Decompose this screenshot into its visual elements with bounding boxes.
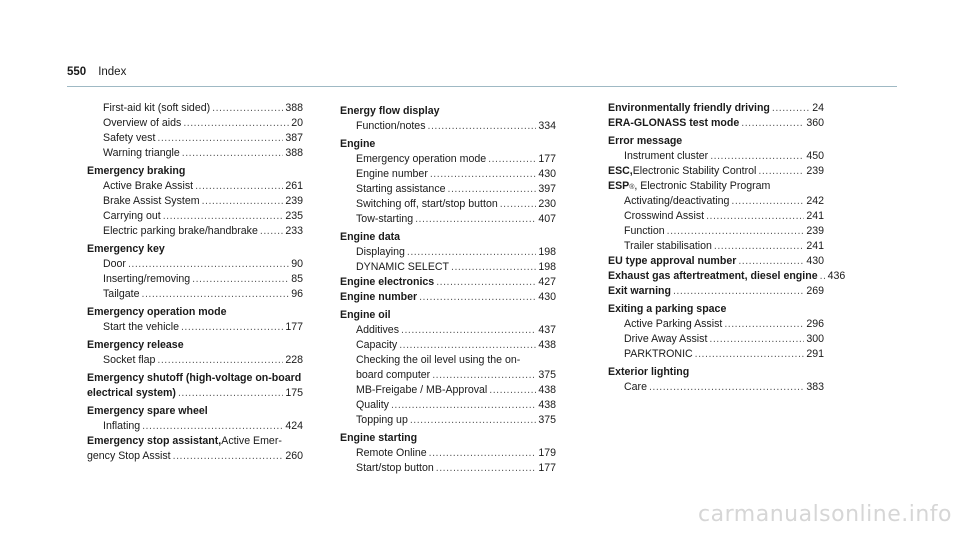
- entry-term: Exhaust gas aftertreatment, diesel engine: [608, 270, 818, 282]
- page-ref: 179: [538, 447, 556, 459]
- entry-term: Engine number: [340, 291, 418, 303]
- page-ref: 20: [291, 117, 303, 129]
- page-ref: 175: [285, 387, 303, 399]
- dot-leader: [706, 209, 804, 224]
- page-ref: 424: [285, 420, 303, 432]
- index-entry: [87, 209, 303, 224]
- index-entry: [87, 116, 303, 131]
- index-entry: ESP ® , Electronic Stability Program: [608, 180, 771, 192]
- dot-leader: [820, 269, 826, 284]
- index-column-3: [608, 101, 846, 395]
- index-entry: [87, 419, 303, 434]
- dot-leader: [178, 386, 283, 401]
- page-ref: 85: [291, 273, 303, 285]
- dot-leader: [202, 194, 284, 209]
- page-ref: 235: [285, 210, 303, 222]
- page-ref: 437: [538, 324, 556, 336]
- entry-label: Checking the oil level using the on-: [356, 354, 521, 366]
- index-entry: [608, 116, 824, 131]
- dot-leader: [415, 212, 536, 227]
- index-heading: Emergency operation mode: [87, 306, 227, 318]
- page-ref: 177: [285, 321, 303, 333]
- dot-leader: [407, 245, 536, 260]
- index-heading: Exiting a parking space: [608, 303, 727, 315]
- dot-leader: [451, 260, 536, 275]
- page-ref: 383: [806, 381, 824, 393]
- index-entry: [608, 332, 824, 347]
- index-entry: [340, 290, 556, 305]
- entry-label: Inserting/removing: [103, 273, 191, 285]
- page-ref: 438: [538, 384, 556, 396]
- page-ref: 334: [538, 120, 556, 132]
- index-entry: [87, 257, 303, 272]
- index-entry: [608, 284, 824, 299]
- entry-label: Function: [624, 225, 665, 237]
- index-entry: [608, 347, 824, 362]
- index-heading: Emergency spare wheel: [87, 405, 208, 417]
- index-entry: [608, 317, 824, 332]
- entry-label: board computer: [356, 369, 431, 381]
- page-ref: 24: [812, 102, 824, 114]
- entry-label: Emergency operation mode: [356, 153, 487, 165]
- index-entry: [87, 353, 303, 368]
- dot-leader: [410, 413, 536, 428]
- page-ref: 387: [285, 132, 303, 144]
- entry-label: Tow-starting: [356, 213, 414, 225]
- entry-label: Active Parking Assist: [624, 318, 723, 330]
- dot-leader: [489, 383, 536, 398]
- page-ref: 90: [291, 258, 303, 270]
- index-heading: Emergency key: [87, 243, 165, 255]
- dot-leader: [181, 320, 283, 335]
- entry-subterm: Electronic Stability Control: [632, 165, 757, 177]
- entry-label: Warning triangle: [103, 147, 180, 159]
- page-ref: 177: [538, 462, 556, 474]
- index-entry: [340, 197, 556, 212]
- index-heading: Emergency braking: [87, 165, 186, 177]
- dot-leader: [157, 131, 283, 146]
- entry-term: Emergency stop assistant,: [87, 435, 222, 447]
- index-entry: [87, 272, 303, 287]
- dot-leader: [192, 272, 289, 287]
- dot-leader: [500, 197, 537, 212]
- index-entry: [87, 449, 303, 464]
- entry-term: ERA-GLONASS test mode: [608, 117, 740, 129]
- page-header: [67, 66, 126, 84]
- index-entry: [608, 224, 824, 239]
- dot-leader: [758, 164, 804, 179]
- page-ref: 430: [538, 168, 556, 180]
- entry-term: EU type approval number: [608, 255, 737, 267]
- entry-label: Starting assistance: [356, 183, 446, 195]
- page-ref: 228: [285, 354, 303, 366]
- dot-leader: [714, 239, 804, 254]
- entry-label: PARKTRONIC: [624, 348, 693, 360]
- dot-leader: [142, 287, 290, 302]
- entry-label: Drive Away Assist: [624, 333, 708, 345]
- header-rule: [67, 86, 897, 87]
- entry-term: ESP: [608, 180, 630, 192]
- dot-leader: [401, 323, 536, 338]
- page-ref: 296: [806, 318, 824, 330]
- entry-label: Socket flap: [103, 354, 156, 366]
- page-ref: 436: [827, 270, 846, 282]
- entry-label: Safety vest: [103, 132, 156, 144]
- index-entry: [340, 260, 556, 275]
- entry-subterm: , Electronic Stability Program: [634, 180, 771, 192]
- index-entry: [87, 434, 303, 449]
- index-heading: Emergency shutoff (high-voltage on-board: [87, 372, 302, 384]
- dot-leader: [212, 101, 283, 116]
- page-ref: 177: [538, 153, 556, 165]
- entry-label: Carrying out: [103, 210, 161, 222]
- entry-term: electrical system): [87, 387, 176, 399]
- index-entry: [87, 386, 303, 401]
- index-heading: Engine: [340, 138, 376, 150]
- index-entry: [340, 212, 556, 227]
- dot-leader: [391, 398, 536, 413]
- index-entry: [608, 209, 824, 224]
- page-ref: 375: [538, 414, 556, 426]
- entry-label: Quality: [356, 399, 389, 411]
- index-entry: [87, 131, 303, 146]
- index-entry: [340, 413, 556, 428]
- index-entry: [87, 320, 303, 335]
- index-entry: [87, 224, 303, 239]
- dot-leader: [741, 116, 804, 131]
- entry-term: Exit warning: [608, 285, 671, 297]
- index-entry: [340, 446, 556, 461]
- page-ref: 230: [538, 198, 556, 210]
- entry-subterm: Active Emer-: [221, 435, 282, 447]
- index-entry: [340, 167, 556, 182]
- entry-label: Function/notes: [356, 120, 426, 132]
- dot-leader: [432, 368, 536, 383]
- index-entry: [340, 398, 556, 413]
- dot-leader: [157, 353, 283, 368]
- page-ref: 241: [806, 210, 824, 222]
- section-title: Index: [98, 66, 127, 78]
- page-ref: 300: [806, 333, 824, 345]
- dot-leader: [429, 446, 537, 461]
- index-entry: [340, 368, 556, 383]
- page-ref: 239: [806, 165, 824, 177]
- page-ref: 438: [538, 399, 556, 411]
- index-entry: [340, 338, 556, 353]
- entry-label: Trailer stabilisation: [624, 240, 712, 252]
- dot-leader: [448, 182, 537, 197]
- dot-leader: [428, 119, 537, 134]
- page-ref: 242: [806, 195, 824, 207]
- page-ref: 388: [285, 102, 303, 114]
- dot-leader: [695, 347, 805, 362]
- page-ref: 198: [538, 246, 556, 258]
- page-ref: 397: [538, 183, 556, 195]
- dot-leader: [738, 254, 804, 269]
- entry-label: Crosswind Assist: [624, 210, 705, 222]
- entry-label: Engine number: [356, 168, 428, 180]
- page-ref: 239: [806, 225, 824, 237]
- page-ref: 360: [806, 117, 824, 129]
- entry-label: Instrument cluster: [624, 150, 709, 162]
- page-ref: 260: [285, 450, 303, 462]
- index-heading: Engine starting: [340, 432, 418, 444]
- index-entry: [340, 245, 556, 260]
- entry-label: Tailgate: [103, 288, 140, 300]
- dot-leader: [667, 224, 805, 239]
- entry-term: ESC,: [608, 165, 633, 177]
- page-ref: 407: [538, 213, 556, 225]
- page-ref: 430: [806, 255, 824, 267]
- index-entry: [608, 254, 824, 269]
- dot-leader: [772, 101, 810, 116]
- entry-label: Brake Assist System: [103, 195, 200, 207]
- dot-leader: [488, 152, 536, 167]
- dot-leader: [419, 290, 536, 305]
- index-heading: Exterior lighting: [608, 366, 690, 378]
- entry-label: gency Stop Assist: [87, 450, 171, 462]
- dot-leader: [710, 149, 804, 164]
- page-ref: 388: [285, 147, 303, 159]
- dot-leader: [436, 461, 537, 476]
- page-number: 550: [67, 66, 87, 78]
- index-heading: Energy flow display: [340, 105, 440, 117]
- dot-leader: [142, 419, 283, 434]
- dot-leader: [673, 284, 804, 299]
- entry-label: Care: [624, 381, 647, 393]
- entry-label: Additives: [356, 324, 399, 336]
- entry-term: Environmentally friendly driving: [608, 102, 770, 114]
- page-ref: 241: [806, 240, 824, 252]
- page-ref: 450: [806, 150, 824, 162]
- index-heading: Error message: [608, 135, 683, 147]
- entry-label: Capacity: [356, 339, 398, 351]
- watermark: carmanualsonline.info: [698, 502, 952, 527]
- dot-leader: [173, 449, 284, 464]
- page-ref: 375: [538, 369, 556, 381]
- index-entry: [340, 182, 556, 197]
- entry-label: Remote Online: [356, 447, 427, 459]
- entry-label: Activating/deactivating: [624, 195, 730, 207]
- index-entry: [340, 323, 556, 338]
- dot-leader: [260, 224, 283, 239]
- page-ref: 291: [806, 348, 824, 360]
- index-entry: [340, 275, 556, 290]
- entry-term: Engine electronics: [340, 276, 435, 288]
- index-entry: [608, 164, 824, 179]
- dot-leader: [128, 257, 289, 272]
- index-entry: [87, 194, 303, 209]
- index-entry: [87, 146, 303, 161]
- index-entry: [608, 101, 824, 116]
- page-ref: 261: [285, 180, 303, 192]
- index-entry: [340, 383, 556, 398]
- index-entry: [608, 149, 824, 164]
- dot-leader: [709, 332, 804, 347]
- page-ref: 430: [538, 291, 556, 303]
- index-heading: Engine data: [340, 231, 401, 243]
- index-entry: [608, 269, 846, 284]
- entry-label: DYNAMIC SELECT: [356, 261, 450, 273]
- dot-leader: [163, 209, 284, 224]
- index-entry: [87, 179, 303, 194]
- entry-label: Start/stop button: [356, 462, 434, 474]
- entry-label: Electric parking brake/handbrake: [103, 225, 258, 237]
- index-entry: [87, 101, 303, 116]
- dot-leader: [182, 146, 284, 161]
- entry-label: Displaying: [356, 246, 405, 258]
- page-ref: 438: [538, 339, 556, 351]
- dot-leader: [399, 338, 536, 353]
- entry-label: Inflating: [103, 420, 141, 432]
- entry-label: Overview of aids: [103, 117, 182, 129]
- entry-label: Switching off, start/stop button: [356, 198, 498, 210]
- entry-label: Start the vehicle: [103, 321, 179, 333]
- dot-leader: [436, 275, 536, 290]
- index-column-1: [87, 101, 303, 464]
- dot-leader: [183, 116, 289, 131]
- entry-label: MB-Freigabe / MB-Approval: [356, 384, 488, 396]
- page-ref: 269: [806, 285, 824, 297]
- page-ref: 96: [291, 288, 303, 300]
- index-entry: [340, 119, 556, 134]
- index-heading: Engine oil: [340, 309, 391, 321]
- index-column-2: [340, 101, 556, 476]
- dot-leader: [195, 179, 283, 194]
- entry-label: Active Brake Assist: [103, 180, 194, 192]
- index-entry: [340, 152, 556, 167]
- dot-leader: [430, 167, 536, 182]
- page-ref: 198: [538, 261, 556, 273]
- entry-label: Topping up: [356, 414, 408, 426]
- dot-leader: [649, 380, 804, 395]
- index-entry: [340, 353, 556, 368]
- index-entry: [87, 287, 303, 302]
- index-entry: [340, 461, 556, 476]
- page-ref: 239: [285, 195, 303, 207]
- page-ref: 233: [285, 225, 303, 237]
- index-entry: [608, 239, 824, 254]
- page-ref: 427: [538, 276, 556, 288]
- index-entry: [608, 380, 824, 395]
- dot-leader: [731, 194, 804, 209]
- dot-leader: [724, 317, 804, 332]
- entry-label: Door: [103, 258, 126, 270]
- index-heading: Emergency release: [87, 339, 184, 351]
- index-entry: [608, 194, 824, 209]
- entry-label: First-aid kit (soft sided): [103, 102, 211, 114]
